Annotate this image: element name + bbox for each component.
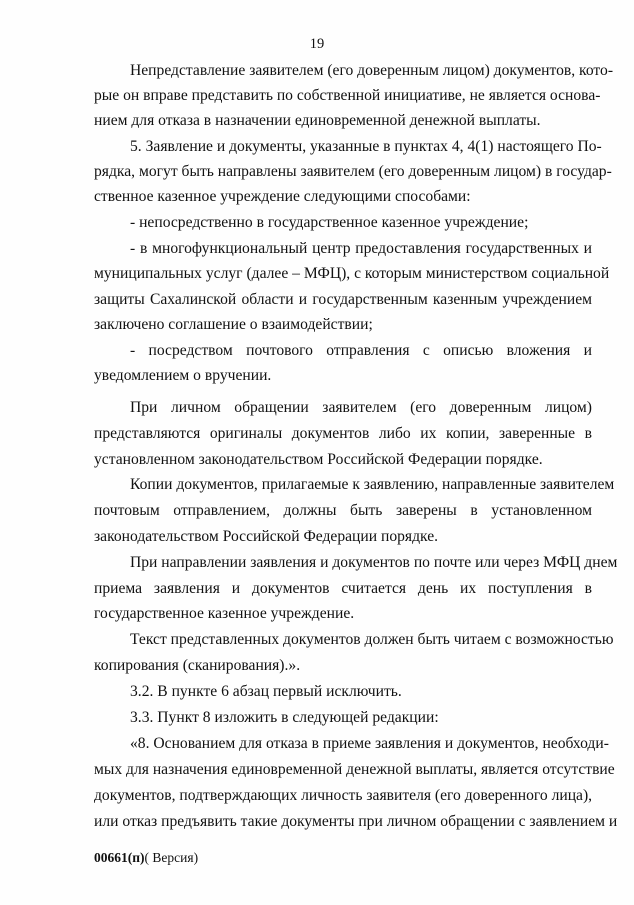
text-line: ственное казенное учреждение следующими способами: xyxy=(94,188,471,205)
text-line: документов, подтверждающих личность заявителя (его доверенного лица), xyxy=(94,787,593,804)
text-line: нием для отказа в назначении единовременной денежной выплаты. xyxy=(94,112,541,129)
text-line: Непредставление заявителем (его доверенным лицом) документов, кото- xyxy=(130,62,614,79)
text-line: - в многофункциональный центр предоставления государственных и xyxy=(130,240,592,257)
text-line: представляются оригиналы документов либо их копии, заверенные в xyxy=(94,425,592,442)
text-line: приема заявления и документов считается день их поступления в xyxy=(94,580,592,597)
text-line: Текст представленных документов должен быть читаем с возможностью xyxy=(130,631,614,648)
text-line: - посредством почтового отправления с описью вложения и xyxy=(130,342,592,359)
text-line: законодательством Российской Федерации порядке. xyxy=(94,528,439,545)
text-line: муниципальных услуг (далее – МФЦ), с которым министерством социальной xyxy=(94,265,610,282)
text-line: почтовым отправлением, должны быть заверены в установленном xyxy=(94,502,592,519)
text-line: копирования (сканирования).». xyxy=(94,657,301,674)
text-line: При направлении заявления и документов по почте или через МФЦ днем xyxy=(130,554,618,571)
document-footer xyxy=(94,850,198,866)
text-line: рядка, могут быть направлены заявителем (его доверенным лицом) в государ- xyxy=(94,163,612,180)
text-line: 5. Заявление и документы, указанные в пунктах 4, 4(1) настоящего По- xyxy=(130,138,602,155)
text-line: мых для назначения единовременной денежной выплаты, является отсутствие xyxy=(94,761,615,778)
text-line: установленном законодательством Российской Федерации порядке. xyxy=(94,451,543,468)
text-line: Копии документов, прилагаемые к заявлению, направленные заявителем xyxy=(130,476,615,493)
document-code: 00661(п) xyxy=(94,850,145,865)
text-line: государственное казенное учреждение. xyxy=(94,605,355,622)
page-number: 19 xyxy=(309,36,325,52)
text-line: При личном обращении заявителем (его доверенным лицом) xyxy=(130,399,592,416)
text-line: или отказ предъявить такие документы при личном обращении с заявлением и xyxy=(94,813,618,830)
text-line: заключено соглашение о взаимодействии; xyxy=(94,316,373,333)
document-version: ( Версия) xyxy=(144,850,199,865)
text-line: 3.2. В пункте 6 абзац первый исключить. xyxy=(130,683,402,700)
text-line: рые он вправе представить по собственной инициативе, не является основа- xyxy=(94,87,601,104)
text-line: 3.3. Пункт 8 изложить в следующей редакции: xyxy=(130,709,439,726)
text-line: уведомлением о вручении. xyxy=(94,367,272,384)
text-line: защиты Сахалинской области и государственным казенным учреждением xyxy=(94,291,592,308)
text-line: «8. Основанием для отказа в приеме заявления и документов, необходи- xyxy=(130,735,609,752)
text-line: - непосредственно в государственное казенное учреждение; xyxy=(130,214,529,231)
